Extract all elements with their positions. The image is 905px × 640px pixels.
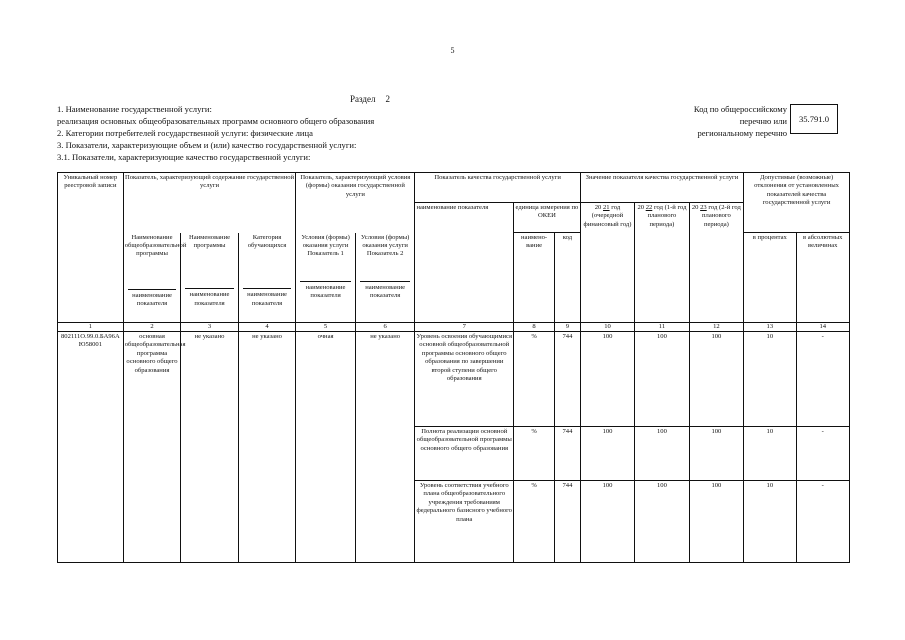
col-num: 2 <box>123 323 181 332</box>
th-c2: Наименование общеобразовательной программы наименование показателя <box>123 233 181 323</box>
value-y1: 100 <box>580 427 634 481</box>
th-c5: Условия (формы) оказания услуги Показатель 1 наименование показателя <box>296 233 356 323</box>
col-num: 6 <box>355 323 415 332</box>
unit: % <box>514 332 555 427</box>
record-c3: не указано <box>181 332 239 563</box>
value-y2: 100 <box>635 332 689 427</box>
deviation-percent: 10 <box>744 427 796 481</box>
th-c3: Наименование программы наименование показателя <box>181 233 239 323</box>
th-year-3: 20 23 год (2-й год планового периода) <box>689 203 743 323</box>
value-y3: 100 <box>689 481 743 563</box>
indicators-heading: 3. Показатели, характеризующие объем и (или) качество государственной услуги: <box>57 140 357 150</box>
indicator-name: Полнота реализации основной общеобразовательной программы основного общего образования <box>415 427 514 481</box>
record-form: очная <box>296 332 356 563</box>
service-name-value: реализация основных общеобразовательных программ основного общего образования <box>57 116 375 126</box>
th-year-1: 20 21 год (очередной финансовый год) <box>580 203 634 323</box>
unit-code: 744 <box>555 427 581 481</box>
th-unit-code: код <box>555 233 581 323</box>
col-num: 8 <box>514 323 555 332</box>
code-value-box <box>790 104 838 134</box>
record-program: основная общеобразовательная программа основного общего образования <box>123 332 181 563</box>
unit-code: 744 <box>555 481 581 563</box>
table-row <box>58 332 850 427</box>
deviation-absolute: - <box>796 332 850 427</box>
header-row-top <box>58 173 850 203</box>
col-num: 4 <box>238 323 296 332</box>
indicator-name: Уровень соответствия учебного плана общеобразовательного учреждения требованиям федерального базисного учебного плана <box>415 481 514 563</box>
value-y3: 100 <box>689 332 743 427</box>
value-y3: 100 <box>689 427 743 481</box>
section-title <box>350 94 390 104</box>
col-num: 11 <box>635 323 689 332</box>
col-num: 9 <box>555 323 581 332</box>
col-num: 10 <box>580 323 634 332</box>
record-code: 802111О.99.0.БА96АЮ58001 <box>58 332 124 563</box>
unit: % <box>514 427 555 481</box>
deviation-percent: 10 <box>744 481 796 563</box>
value-y1: 100 <box>580 332 634 427</box>
code-label-2: перечню или <box>739 116 787 126</box>
deviation-absolute: - <box>796 481 850 563</box>
code-label-1: Код по общероссийскому <box>693 104 787 114</box>
th-absolute: в абсолютных величинах <box>796 233 850 323</box>
th-percent: в процентах <box>744 233 796 323</box>
th-deviation: Допустимые (возможные) отклонения от установленных показателей качества государственной услуги <box>744 173 850 233</box>
column-numbers-row <box>58 323 850 332</box>
th-year-2: 20 22 год (1-й год планового периода) <box>635 203 689 323</box>
col-num: 5 <box>296 323 356 332</box>
value-y2: 100 <box>635 481 689 563</box>
page-number: 5 <box>450 46 455 55</box>
section-number: 2 <box>385 94 390 104</box>
th-unit-name: наимено-вание <box>514 233 555 323</box>
th-unit: единица измерения по ОКЕИ <box>514 203 581 233</box>
th-unique-number: Уникальный номер реестровой записи <box>58 173 124 323</box>
col-num: 12 <box>689 323 743 332</box>
th-c4: Категория обучающихся наименование показателя <box>238 233 296 323</box>
th-value: Значение показателя качества государственной услуги <box>580 173 743 203</box>
value-y1: 100 <box>580 481 634 563</box>
record-c6: не указано <box>355 332 415 563</box>
col-num: 7 <box>415 323 514 332</box>
deviation-absolute: - <box>796 427 850 481</box>
th-conditions: Показатель, характеризующий условия (формы) оказания государственной услуги <box>296 173 415 203</box>
code-value: 35.791.0 <box>798 114 830 124</box>
quality-indicators-table <box>57 172 850 563</box>
th-c6: Условия (формы) оказания услуги Показатель 2 наименование показателя <box>355 233 415 323</box>
service-name-label: 1. Наименование государственной услуги: <box>57 104 212 114</box>
unit-code: 744 <box>555 332 581 427</box>
header-row-middle <box>58 203 850 233</box>
col-num: 3 <box>181 323 239 332</box>
col-num: 13 <box>744 323 796 332</box>
quality-indicators-heading: 3.1. Показатели, характеризующие качество государственной услуги: <box>57 152 311 162</box>
th-quality: Показатель качества государственной услуги <box>415 173 580 203</box>
value-y2: 100 <box>635 427 689 481</box>
deviation-percent: 10 <box>744 332 796 427</box>
section-label: Раздел <box>350 94 376 104</box>
col-num: 14 <box>796 323 850 332</box>
code-label-3: региональному перечню <box>697 128 787 138</box>
th-indicator-name: наименование показателя <box>415 203 514 323</box>
indicator-name: Уровень освоения обучающимися основной общеобразовательной программы основного общего образования по завершении второй ступени общего образования <box>415 332 514 427</box>
th-content: Показатель, характеризующий содержание государственной услуги <box>123 173 296 203</box>
record-c4: не указано <box>238 332 296 563</box>
consumer-category: 2. Категории потребителей государственной услуги: физические лица <box>57 128 313 138</box>
col-num: 1 <box>58 323 124 332</box>
unit: % <box>514 481 555 563</box>
